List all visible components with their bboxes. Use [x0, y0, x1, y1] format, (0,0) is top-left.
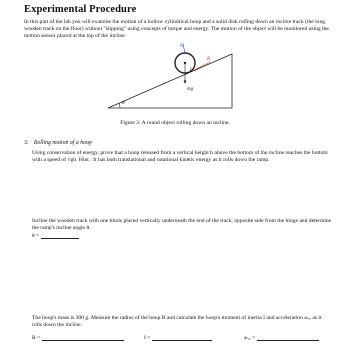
a-label: aₜᵣₐ =: [244, 335, 256, 341]
section-title: Rolling motion of a hoop: [33, 140, 92, 146]
a-answer-blank[interactable]: [257, 334, 319, 341]
theta-label: θ =: [32, 233, 40, 239]
theta-answer-blank[interactable]: [41, 232, 79, 239]
angle-label: θ: [122, 100, 125, 106]
section-number: 3.: [24, 140, 29, 146]
incline-ramp: [108, 54, 232, 108]
intro-paragraph: In this part of the lab you will examine the motion of a hollow cylindrical hoop and a solid disk rolling down an incline track (the long wooden track on the floor) without "slipping" using concepts of torque and energy. The motion of the object will be monitored using the motion sensor placed at the top of the incline.: [24, 19, 329, 40]
incline-figure: [80, 40, 260, 112]
i-answer-blank[interactable]: [152, 334, 212, 341]
section-heading: Experimental Procedure: [24, 4, 137, 15]
radius-answer-row: [32, 334, 124, 341]
radius-label: R: [207, 57, 211, 62]
mass-instructions: The hoop's mass is 300 g. Measure the radius of the hoop R and calculate the hoop's moment of inertia I and acceleration aₜᵣₐ as it rolls down the incline.: [32, 315, 322, 329]
i-label: I =: [144, 335, 151, 341]
section-header: [24, 140, 92, 146]
normal-label: N: [180, 44, 184, 49]
section-instructions: Using conservation of energy, prove that a hoop released from a vertical height h above the bottom of the incline reaches the bottom with a speed of √gh. Hint : It has both translational and rotational kinetic energy as it rolls down the ramp.: [32, 150, 328, 164]
incline-instructions: Incline the wooden track with one block placed vertically underneath the end of the track, opposite side from the hinge and determine the ramp's incline angle θ.: [32, 218, 332, 232]
figure-caption: Figure 2: A round object rolling down an incline.: [120, 120, 230, 126]
weight-label: mg: [187, 87, 194, 92]
r-answer-blank[interactable]: [42, 334, 124, 341]
theta-answer-row: [32, 232, 79, 239]
acceleration-answer-row: [244, 334, 319, 341]
r-label: R =: [32, 335, 41, 341]
friction-label: f: [190, 66, 192, 71]
inertia-answer-row: [144, 334, 212, 341]
